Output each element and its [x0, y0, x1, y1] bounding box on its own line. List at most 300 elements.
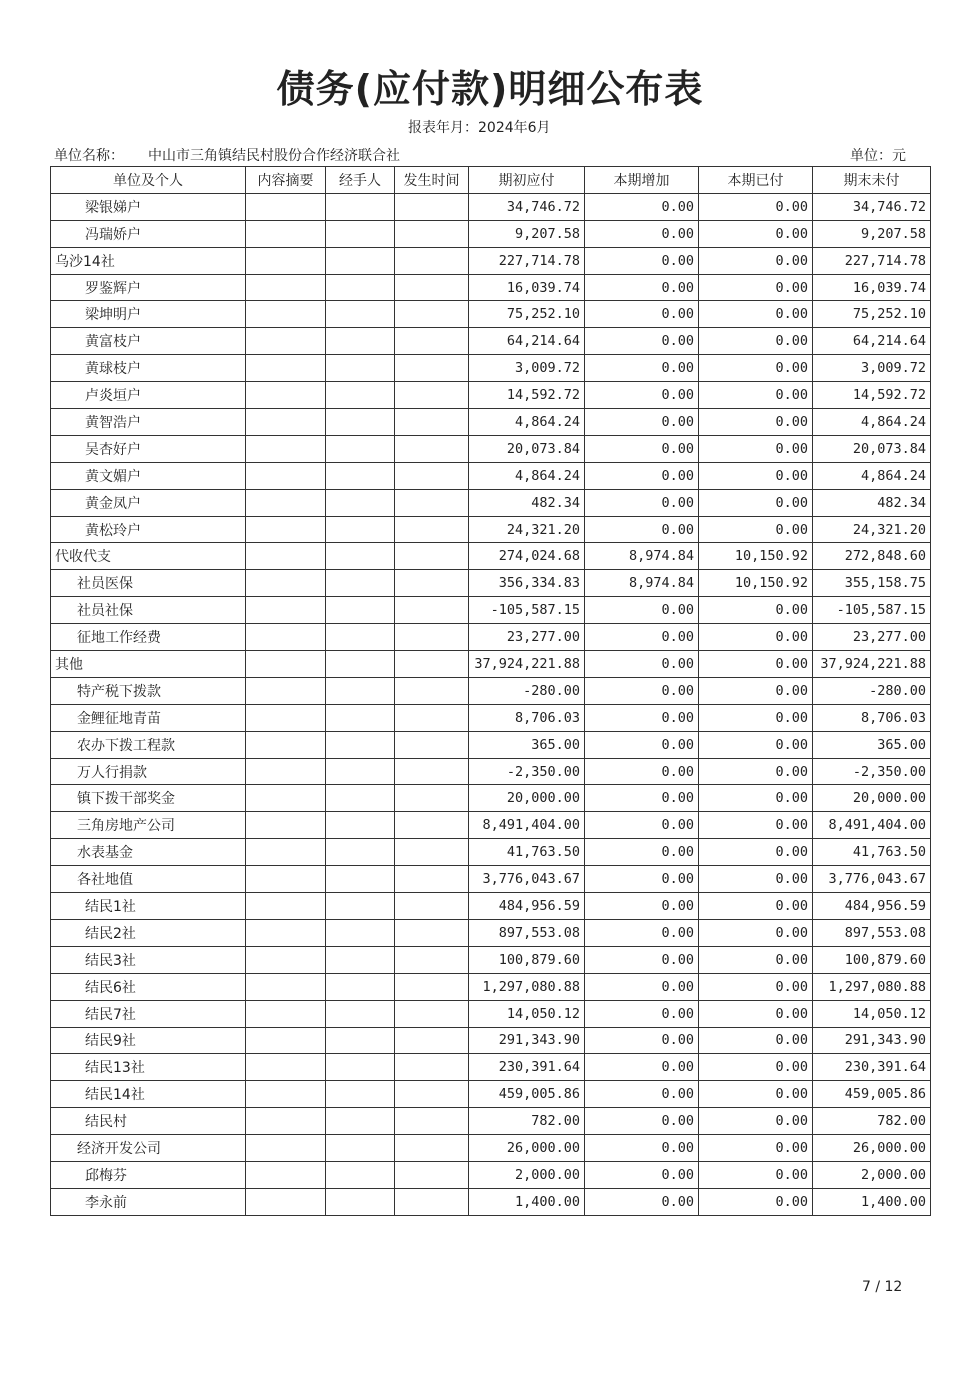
row-summary-cell: [246, 1081, 326, 1108]
row-paid-cell: 0.00: [699, 247, 813, 274]
row-time-cell: [395, 193, 469, 220]
row-name-cell: 结民1社: [51, 893, 246, 920]
row-handler-cell: [326, 1161, 395, 1188]
currency-unit: 单位：元: [850, 148, 906, 164]
row-paid-cell: 0.00: [699, 1081, 813, 1108]
row-increase-cell: 0.00: [585, 274, 699, 301]
row-handler-cell: [326, 382, 395, 409]
row-opening-cell: 26,000.00: [469, 1135, 585, 1162]
row-name-cell: 社员社保: [51, 597, 246, 624]
row-opening-cell: 9,207.58: [469, 220, 585, 247]
row-paid-cell: 10,150.92: [699, 543, 813, 570]
row-handler-cell: [326, 355, 395, 382]
table-row: [51, 946, 931, 973]
row-summary-cell: [246, 893, 326, 920]
table-row: [51, 543, 931, 570]
row-name-cell: 梁坤明户: [51, 301, 246, 328]
row-handler-cell: [326, 839, 395, 866]
row-opening-cell: 291,343.90: [469, 1027, 585, 1054]
row-summary-cell: [246, 866, 326, 893]
row-opening-cell: 34,746.72: [469, 193, 585, 220]
row-opening-cell: -2,350.00: [469, 758, 585, 785]
row-name-cell: 镇下拨干部奖金: [51, 785, 246, 812]
row-increase-cell: 0.00: [585, 220, 699, 247]
row-time-cell: [395, 624, 469, 651]
row-increase-cell: 0.00: [585, 193, 699, 220]
row-closing-cell: 26,000.00: [813, 1135, 931, 1162]
row-opening-cell: 897,553.08: [469, 919, 585, 946]
row-time-cell: [395, 301, 469, 328]
row-opening-cell: 1,297,080.88: [469, 973, 585, 1000]
row-handler-cell: [326, 274, 395, 301]
row-paid-cell: 0.00: [699, 704, 813, 731]
row-summary-cell: [246, 382, 326, 409]
column-header: 单位及个人: [51, 167, 246, 194]
row-handler-cell: [326, 516, 395, 543]
row-closing-cell: 355,158.75: [813, 570, 931, 597]
row-increase-cell: 0.00: [585, 704, 699, 731]
row-name-cell: 各社地值: [51, 866, 246, 893]
row-name-cell: 经济开发公司: [51, 1135, 246, 1162]
table-row: [51, 731, 931, 758]
row-increase-cell: 0.00: [585, 1108, 699, 1135]
row-closing-cell: 34,746.72: [813, 193, 931, 220]
row-opening-cell: 4,864.24: [469, 462, 585, 489]
column-header: 期初应付: [469, 167, 585, 194]
row-name-cell: 结民7社: [51, 1000, 246, 1027]
row-closing-cell: 64,214.64: [813, 328, 931, 355]
row-summary-cell: [246, 409, 326, 436]
row-handler-cell: [326, 812, 395, 839]
row-paid-cell: 0.00: [699, 489, 813, 516]
row-handler-cell: [326, 301, 395, 328]
row-handler-cell: [326, 409, 395, 436]
row-increase-cell: 0.00: [585, 731, 699, 758]
row-summary-cell: [246, 651, 326, 678]
row-closing-cell: 1,400.00: [813, 1188, 931, 1215]
row-closing-cell: -2,350.00: [813, 758, 931, 785]
row-time-cell: [395, 758, 469, 785]
row-closing-cell: 41,763.50: [813, 839, 931, 866]
row-closing-cell: 365.00: [813, 731, 931, 758]
row-time-cell: [395, 220, 469, 247]
row-increase-cell: 0.00: [585, 1161, 699, 1188]
row-opening-cell: 365.00: [469, 731, 585, 758]
row-summary-cell: [246, 731, 326, 758]
column-header: 内容摘要: [246, 167, 326, 194]
row-name-cell: 李永前: [51, 1188, 246, 1215]
row-closing-cell: 4,864.24: [813, 462, 931, 489]
row-increase-cell: 0.00: [585, 1000, 699, 1027]
table-row: [51, 677, 931, 704]
table-row: [51, 570, 931, 597]
row-paid-cell: 0.00: [699, 651, 813, 678]
table-row: [51, 1054, 931, 1081]
row-paid-cell: 0.00: [699, 1108, 813, 1135]
table-row: [51, 489, 931, 516]
row-paid-cell: 0.00: [699, 919, 813, 946]
row-increase-cell: 0.00: [585, 1054, 699, 1081]
row-summary-cell: [246, 1027, 326, 1054]
unit-name-label: 单位名称：: [54, 148, 124, 164]
row-handler-cell: [326, 435, 395, 462]
row-summary-cell: [246, 785, 326, 812]
row-paid-cell: 0.00: [699, 355, 813, 382]
table-row: [51, 1081, 931, 1108]
row-opening-cell: 75,252.10: [469, 301, 585, 328]
row-opening-cell: 24,321.20: [469, 516, 585, 543]
row-closing-cell: 9,207.58: [813, 220, 931, 247]
row-name-cell: 结民2社: [51, 919, 246, 946]
row-time-cell: [395, 731, 469, 758]
table-row: [51, 704, 931, 731]
row-handler-cell: [326, 731, 395, 758]
table-body: [51, 193, 931, 1215]
row-handler-cell: [326, 758, 395, 785]
row-time-cell: [395, 274, 469, 301]
row-paid-cell: 0.00: [699, 274, 813, 301]
row-name-cell: 冯瑞娇户: [51, 220, 246, 247]
row-closing-cell: -105,587.15: [813, 597, 931, 624]
row-opening-cell: 274,024.68: [469, 543, 585, 570]
row-paid-cell: 0.00: [699, 785, 813, 812]
row-increase-cell: 0.00: [585, 462, 699, 489]
row-closing-cell: 14,592.72: [813, 382, 931, 409]
row-increase-cell: 0.00: [585, 597, 699, 624]
row-name-cell: 罗鉴辉户: [51, 274, 246, 301]
row-summary-cell: [246, 247, 326, 274]
row-name-cell: 社员医保: [51, 570, 246, 597]
row-opening-cell: 100,879.60: [469, 946, 585, 973]
row-increase-cell: 0.00: [585, 516, 699, 543]
table-row: [51, 893, 931, 920]
row-handler-cell: [326, 220, 395, 247]
row-name-cell: 代收代支: [51, 543, 246, 570]
row-name-cell: 金鲤征地青苗: [51, 704, 246, 731]
column-header: 本期增加: [585, 167, 699, 194]
row-paid-cell: 0.00: [699, 382, 813, 409]
row-time-cell: [395, 355, 469, 382]
row-paid-cell: 0.00: [699, 1054, 813, 1081]
column-header: 期末未付: [813, 167, 931, 194]
row-summary-cell: [246, 220, 326, 247]
row-name-cell: 邱梅芬: [51, 1161, 246, 1188]
row-paid-cell: 0.00: [699, 409, 813, 436]
row-closing-cell: 100,879.60: [813, 946, 931, 973]
row-time-cell: [395, 704, 469, 731]
row-opening-cell: 8,491,404.00: [469, 812, 585, 839]
row-closing-cell: 24,321.20: [813, 516, 931, 543]
row-paid-cell: 0.00: [699, 812, 813, 839]
table-row: [51, 624, 931, 651]
row-increase-cell: 8,974.84: [585, 543, 699, 570]
row-name-cell: 黄金凤户: [51, 489, 246, 516]
row-increase-cell: 0.00: [585, 866, 699, 893]
row-opening-cell: 3,009.72: [469, 355, 585, 382]
row-paid-cell: 0.00: [699, 462, 813, 489]
row-time-cell: [395, 785, 469, 812]
row-opening-cell: 3,776,043.67: [469, 866, 585, 893]
row-closing-cell: 230,391.64: [813, 1054, 931, 1081]
row-increase-cell: 0.00: [585, 677, 699, 704]
row-summary-cell: [246, 597, 326, 624]
row-time-cell: [395, 247, 469, 274]
row-name-cell: 黄智浩户: [51, 409, 246, 436]
table-row: [51, 866, 931, 893]
row-increase-cell: 0.00: [585, 247, 699, 274]
row-summary-cell: [246, 1108, 326, 1135]
row-paid-cell: 0.00: [699, 677, 813, 704]
row-opening-cell: 16,039.74: [469, 274, 585, 301]
row-closing-cell: 3,776,043.67: [813, 866, 931, 893]
row-handler-cell: [326, 677, 395, 704]
row-time-cell: [395, 651, 469, 678]
row-closing-cell: 3,009.72: [813, 355, 931, 382]
row-closing-cell: 1,297,080.88: [813, 973, 931, 1000]
row-summary-cell: [246, 193, 326, 220]
row-increase-cell: 0.00: [585, 839, 699, 866]
row-increase-cell: 0.00: [585, 973, 699, 1000]
row-summary-cell: [246, 1135, 326, 1162]
row-summary-cell: [246, 919, 326, 946]
row-time-cell: [395, 435, 469, 462]
table-header-row: [51, 167, 931, 194]
row-handler-cell: [326, 193, 395, 220]
table-row: [51, 839, 931, 866]
row-name-cell: 结民村: [51, 1108, 246, 1135]
row-closing-cell: 8,491,404.00: [813, 812, 931, 839]
row-handler-cell: [326, 946, 395, 973]
row-paid-cell: 0.00: [699, 435, 813, 462]
row-summary-cell: [246, 355, 326, 382]
row-closing-cell: 4,864.24: [813, 409, 931, 436]
row-closing-cell: 782.00: [813, 1108, 931, 1135]
row-time-cell: [395, 1188, 469, 1215]
row-opening-cell: 459,005.86: [469, 1081, 585, 1108]
column-header: 经手人: [326, 167, 395, 194]
row-opening-cell: 4,864.24: [469, 409, 585, 436]
row-opening-cell: 14,050.12: [469, 1000, 585, 1027]
row-closing-cell: 291,343.90: [813, 1027, 931, 1054]
row-time-cell: [395, 489, 469, 516]
table-row: [51, 516, 931, 543]
row-handler-cell: [326, 543, 395, 570]
row-handler-cell: [326, 785, 395, 812]
row-time-cell: [395, 1161, 469, 1188]
table-row: [51, 1027, 931, 1054]
page-title: 债务(应付款)明细公布表: [276, 67, 704, 111]
row-time-cell: [395, 409, 469, 436]
row-time-cell: [395, 543, 469, 570]
table-row: [51, 1135, 931, 1162]
table-row: [51, 758, 931, 785]
row-name-cell: 黄富枝户: [51, 328, 246, 355]
column-header: 发生时间: [395, 167, 469, 194]
row-handler-cell: [326, 462, 395, 489]
row-name-cell: 黄文媚户: [51, 462, 246, 489]
row-handler-cell: [326, 651, 395, 678]
row-time-cell: [395, 382, 469, 409]
row-increase-cell: 0.00: [585, 328, 699, 355]
row-closing-cell: 20,000.00: [813, 785, 931, 812]
row-paid-cell: 0.00: [699, 1027, 813, 1054]
row-increase-cell: 0.00: [585, 624, 699, 651]
row-summary-cell: [246, 946, 326, 973]
table-row: [51, 247, 931, 274]
row-increase-cell: 0.00: [585, 1135, 699, 1162]
row-time-cell: [395, 462, 469, 489]
column-header: 本期已付: [699, 167, 813, 194]
row-paid-cell: 0.00: [699, 597, 813, 624]
table-row: [51, 1000, 931, 1027]
row-increase-cell: 0.00: [585, 435, 699, 462]
row-handler-cell: [326, 1108, 395, 1135]
row-time-cell: [395, 812, 469, 839]
row-handler-cell: [326, 1188, 395, 1215]
row-paid-cell: 0.00: [699, 624, 813, 651]
row-time-cell: [395, 839, 469, 866]
row-closing-cell: 272,848.60: [813, 543, 931, 570]
row-time-cell: [395, 328, 469, 355]
row-summary-cell: [246, 301, 326, 328]
row-increase-cell: 0.00: [585, 1188, 699, 1215]
row-summary-cell: [246, 677, 326, 704]
row-opening-cell: 37,924,221.88: [469, 651, 585, 678]
table-row: [51, 973, 931, 1000]
row-summary-cell: [246, 543, 326, 570]
table-row: [51, 462, 931, 489]
row-paid-cell: 0.00: [699, 1000, 813, 1027]
table-row: [51, 355, 931, 382]
row-name-cell: 结民14社: [51, 1081, 246, 1108]
row-summary-cell: [246, 1000, 326, 1027]
row-summary-cell: [246, 435, 326, 462]
row-increase-cell: 0.00: [585, 785, 699, 812]
row-closing-cell: 8,706.03: [813, 704, 931, 731]
row-closing-cell: 16,039.74: [813, 274, 931, 301]
row-paid-cell: 0.00: [699, 516, 813, 543]
row-time-cell: [395, 1135, 469, 1162]
row-handler-cell: [326, 328, 395, 355]
row-closing-cell: 23,277.00: [813, 624, 931, 651]
row-handler-cell: [326, 489, 395, 516]
row-closing-cell: 482.34: [813, 489, 931, 516]
row-name-cell: 乌沙14社: [51, 247, 246, 274]
table-row: [51, 301, 931, 328]
row-summary-cell: [246, 812, 326, 839]
row-closing-cell: 2,000.00: [813, 1161, 931, 1188]
row-summary-cell: [246, 1161, 326, 1188]
row-opening-cell: 484,956.59: [469, 893, 585, 920]
row-name-cell: 特产税下拨款: [51, 677, 246, 704]
row-handler-cell: [326, 570, 395, 597]
row-paid-cell: 10,150.92: [699, 570, 813, 597]
row-opening-cell: 356,334.83: [469, 570, 585, 597]
table-row: [51, 597, 931, 624]
row-paid-cell: 0.00: [699, 946, 813, 973]
row-time-cell: [395, 1000, 469, 1027]
table-row: [51, 435, 931, 462]
row-name-cell: 征地工作经费: [51, 624, 246, 651]
row-name-cell: 万人行捐款: [51, 758, 246, 785]
row-name-cell: 其他: [51, 651, 246, 678]
row-opening-cell: 8,706.03: [469, 704, 585, 731]
row-handler-cell: [326, 866, 395, 893]
row-increase-cell: 0.00: [585, 812, 699, 839]
row-handler-cell: [326, 1054, 395, 1081]
row-time-cell: [395, 893, 469, 920]
row-opening-cell: 230,391.64: [469, 1054, 585, 1081]
row-handler-cell: [326, 973, 395, 1000]
row-increase-cell: 0.00: [585, 1027, 699, 1054]
row-summary-cell: [246, 624, 326, 651]
row-name-cell: 结民9社: [51, 1027, 246, 1054]
row-paid-cell: 0.00: [699, 1161, 813, 1188]
row-time-cell: [395, 1081, 469, 1108]
row-summary-cell: [246, 839, 326, 866]
row-time-cell: [395, 919, 469, 946]
table-row: [51, 382, 931, 409]
row-paid-cell: 0.00: [699, 301, 813, 328]
row-summary-cell: [246, 274, 326, 301]
row-increase-cell: 0.00: [585, 1081, 699, 1108]
row-name-cell: 黄松玲户: [51, 516, 246, 543]
table-row: [51, 328, 931, 355]
row-closing-cell: -280.00: [813, 677, 931, 704]
row-summary-cell: [246, 489, 326, 516]
row-name-cell: 农办下拨工程款: [51, 731, 246, 758]
table-row: [51, 812, 931, 839]
row-time-cell: [395, 1108, 469, 1135]
row-opening-cell: 482.34: [469, 489, 585, 516]
row-time-cell: [395, 1027, 469, 1054]
row-paid-cell: 0.00: [699, 893, 813, 920]
table-row: [51, 919, 931, 946]
table-row: [51, 220, 931, 247]
row-summary-cell: [246, 704, 326, 731]
row-name-cell: 卢炎垣户: [51, 382, 246, 409]
row-closing-cell: 484,956.59: [813, 893, 931, 920]
row-increase-cell: 8,974.84: [585, 570, 699, 597]
row-increase-cell: 0.00: [585, 409, 699, 436]
row-summary-cell: [246, 758, 326, 785]
row-time-cell: [395, 973, 469, 1000]
row-closing-cell: 459,005.86: [813, 1081, 931, 1108]
row-closing-cell: 897,553.08: [813, 919, 931, 946]
row-paid-cell: 0.00: [699, 328, 813, 355]
row-opening-cell: -105,587.15: [469, 597, 585, 624]
table-row: [51, 651, 931, 678]
row-increase-cell: 0.00: [585, 651, 699, 678]
row-paid-cell: 0.00: [699, 1135, 813, 1162]
row-summary-cell: [246, 1188, 326, 1215]
row-time-cell: [395, 1054, 469, 1081]
row-closing-cell: 37,924,221.88: [813, 651, 931, 678]
row-paid-cell: 0.00: [699, 973, 813, 1000]
row-opening-cell: 20,073.84: [469, 435, 585, 462]
row-name-cell: 结民3社: [51, 946, 246, 973]
row-increase-cell: 0.00: [585, 758, 699, 785]
row-opening-cell: 227,714.78: [469, 247, 585, 274]
row-opening-cell: 782.00: [469, 1108, 585, 1135]
table-row: [51, 1108, 931, 1135]
row-time-cell: [395, 677, 469, 704]
row-name-cell: 三角房地产公司: [51, 812, 246, 839]
row-handler-cell: [326, 247, 395, 274]
unit-name-value: 中山市三角镇结民村股份合作经济联合社: [148, 148, 400, 164]
table-row: [51, 274, 931, 301]
row-summary-cell: [246, 973, 326, 1000]
